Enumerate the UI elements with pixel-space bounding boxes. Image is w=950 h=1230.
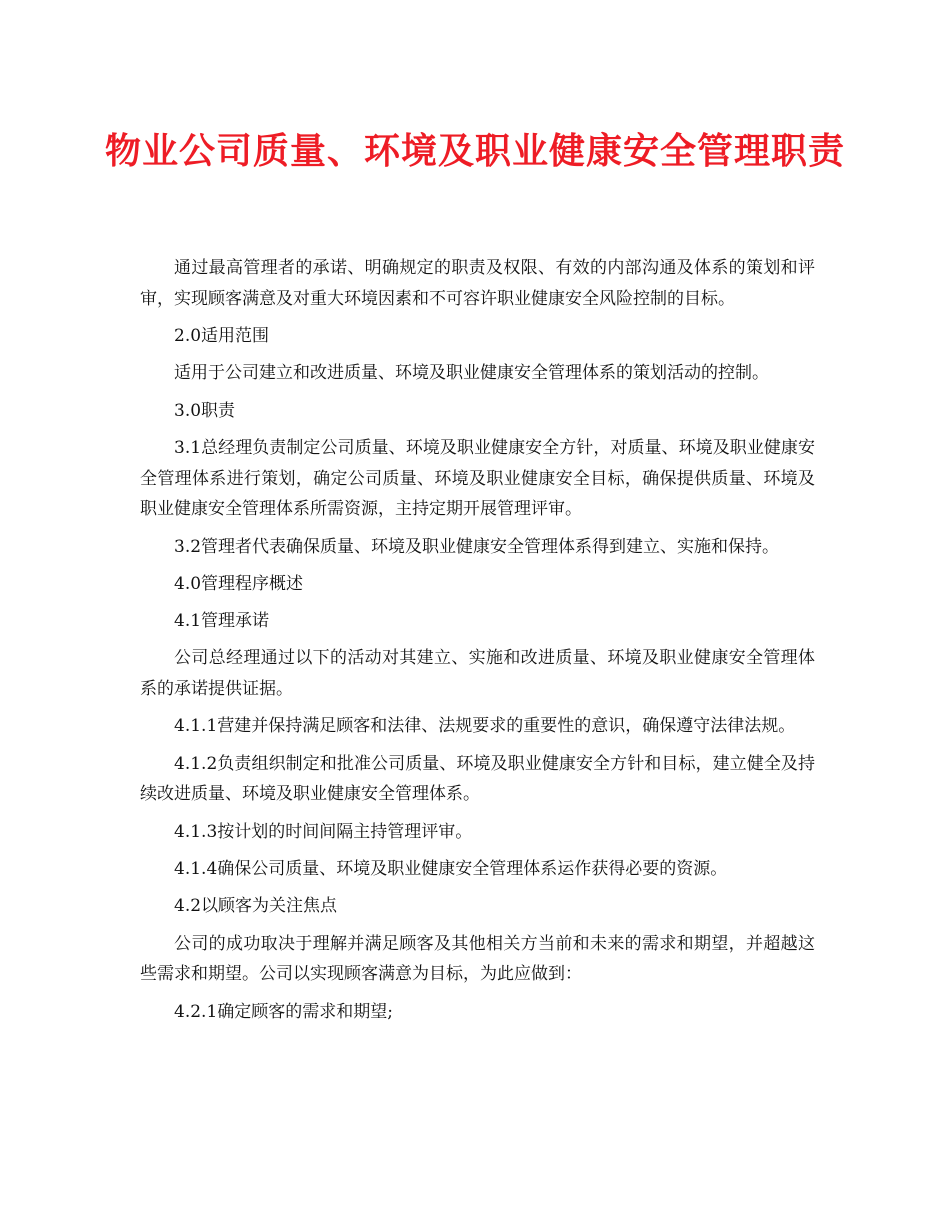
document-title: 物业公司质量、环境及职业健康安全管理职责 xyxy=(104,130,845,172)
paragraph-3-2: 3.2管理者代表确保质量、环境及职业健康安全管理体系得到建立、实施和保持。 xyxy=(174,536,780,557)
paragraph-commitment: 公司总经理通过以下的活动对其建立、实施和改进质量、环境及职业健康安全管理体系的承诺提供证据。 xyxy=(140,648,815,700)
heading-management-commitment: 4.1管理承诺 xyxy=(174,611,270,632)
paragraph-4-1-4: 4.1.4确保公司质量、环境及职业健康安全管理体系运作获得必要的资源。 xyxy=(174,859,728,880)
paragraph-4-2-1: 4.2.1确定顾客的需求和期望; xyxy=(174,1001,393,1022)
paragraph-4-1-2: 4.1.2负责组织制定和批准公司质量、环境及职业健康安全方针和目标，建立健全及持续改进质量、环境及职业健康安全管理体系。 xyxy=(140,753,815,805)
document-body xyxy=(140,253,815,1034)
heading-procedure-overview: 4.0管理程序概述 xyxy=(174,573,304,594)
paragraph-scope: 适用于公司建立和改进质量、环境及职业健康安全管理体系的策划活动的控制。 xyxy=(174,363,769,384)
heading-customer-focus: 4.2以顾客为关注焦点 xyxy=(174,896,338,917)
paragraph-4-1-1: 4.1.1营建并保持满足顾客和法律、法规要求的重要性的意识，确保遵守法律法规。 xyxy=(174,716,796,737)
heading-responsibilities: 3.0职责 xyxy=(174,400,236,421)
heading-scope: 2.0适用范围 xyxy=(174,326,270,346)
paragraph-purpose: 通过最高管理者的承诺、明确规定的职责及权限、有效的内部沟通及体系的策划和评审，实现顾客满意及对重大环境因素和不可容许职业健康安全风险控制的目标。 xyxy=(140,258,815,309)
paragraph-customer-focus: 公司的成功取决于理解并满足顾客及其他相关方当前和未来的需求和期望，并超越这些需求和期望。公司以实现顾客满意为目标，为此应做到： xyxy=(140,933,815,985)
paragraph-3-1: 3.1总经理负责制定公司质量、环境及职业健康安全方针，对质量、环境及职业健康安全管理体系进行策划，确定公司质量、环境及职业健康安全目标，确保提供质量、环境及职业健康安全管理体系所需资源，主持定期开展管理评审。 xyxy=(140,437,815,520)
paragraph-4-1-3: 4.1.3按计划的时间间隔主持管理评审。 xyxy=(174,821,473,842)
